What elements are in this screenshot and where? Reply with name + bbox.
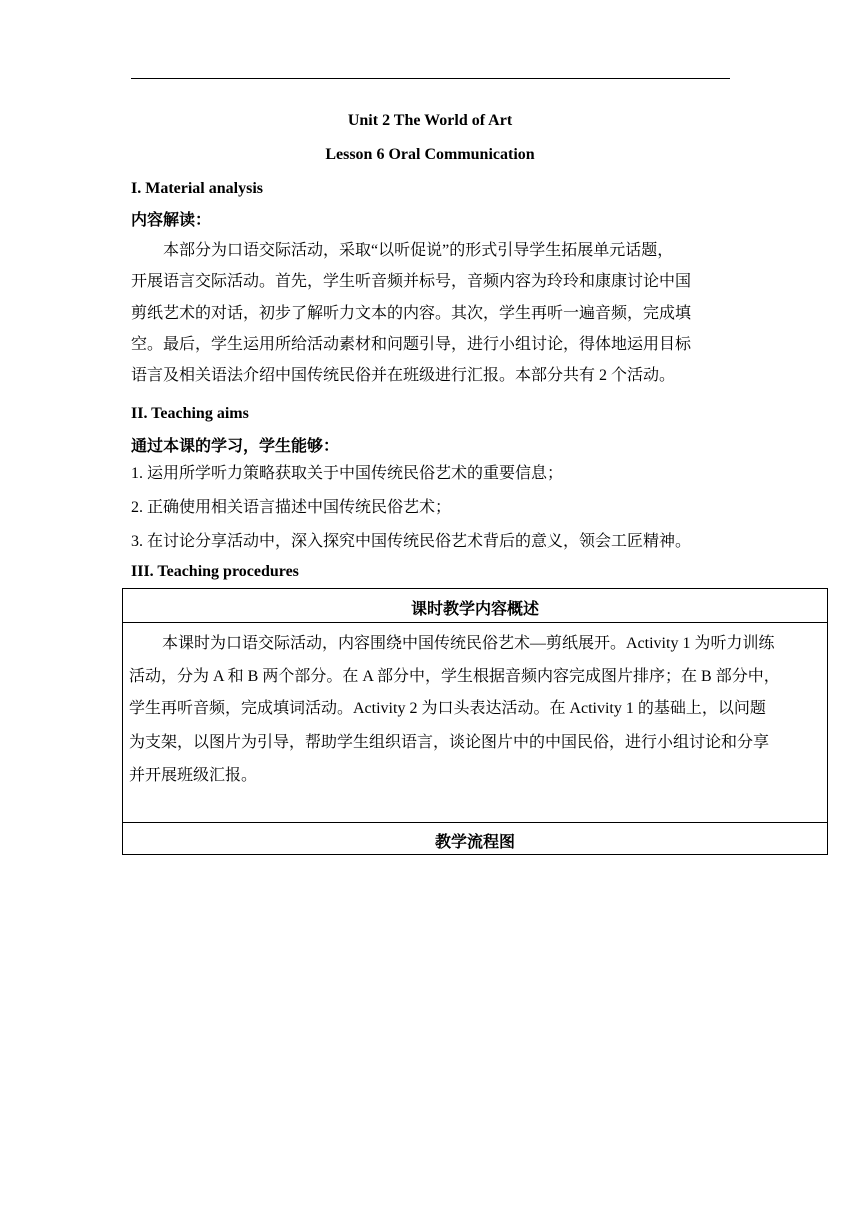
flowchart-header-cell: 教学流程图 (434, 834, 515, 851)
table-row-divider (123, 822, 827, 823)
material-paragraph-line: 开展语言交际活动。首先，学生听音频并标号，音频内容为玲玲和康康讨论中国 (131, 273, 692, 290)
header-rule (131, 78, 730, 79)
material-paragraph-line: 本部分为口语交际活动，采取“以听促说”的形式引导学生拓展单元话题， (163, 242, 674, 259)
overview-header-cell: 课时教学内容概述 (410, 601, 539, 618)
unit-title: Unit 2 The World of Art (347, 112, 513, 129)
procedures-table (122, 588, 828, 855)
overview-text-line: 并开展班级汇报。 (129, 767, 258, 784)
overview-text-line: 学生再听音频，完成填词活动。Activity 2 为口头表达活动。在 Activity 1 的基础上，以问题 (129, 700, 766, 717)
material-paragraph-line: 剪纸艺术的对话，初步了解听力文本的内容。其次，学生再听一遍音频，完成填 (131, 305, 692, 322)
overview-text-line: 本课时为口语交际活动，内容围绕中国传统民俗艺术—剪纸展开。Activity 1 为听力训练 (162, 635, 775, 652)
overview-text-line: 为支架，以图片为引导，帮助学生组织语言，谈论图片中的中国民俗，进行小组讨论和分享 (129, 734, 770, 751)
lesson-title: Lesson 6 Oral Communication (325, 146, 535, 163)
content-interpretation-subheading: 内容解读： (131, 212, 212, 229)
teaching-aims-subheading: 通过本课的学习，学生能够： (131, 438, 340, 455)
teaching-aim-item: 3. 在讨论分享活动中，深入探究中国传统民俗艺术背后的意义，领会工匠精神。 (131, 533, 692, 550)
overview-text-line: 活动，分为 A 和 B 两个部分。在 A 部分中，学生根据音频内容完成图片排序；在 B 部分中， (129, 668, 780, 685)
material-analysis-heading: I. Material analysis (131, 180, 263, 197)
material-paragraph-line: 空。最后，学生运用所给活动素材和问题引导，进行小组讨论，得体地运用目标 (131, 336, 692, 353)
table-row-divider (123, 622, 827, 623)
teaching-procedures-heading: III. Teaching procedures (131, 563, 299, 580)
material-paragraph-line: 语言及相关语法介绍中国传统民俗并在班级进行汇报。本部分共有 2 个活动。 (131, 367, 676, 384)
teaching-aim-item: 1. 运用所学听力策略获取关于中国传统民俗艺术的重要信息； (131, 465, 564, 482)
teaching-aim-item: 2. 正确使用相关语言描述中国传统民俗艺术； (131, 499, 452, 516)
teaching-aims-heading: II. Teaching aims (131, 405, 249, 422)
